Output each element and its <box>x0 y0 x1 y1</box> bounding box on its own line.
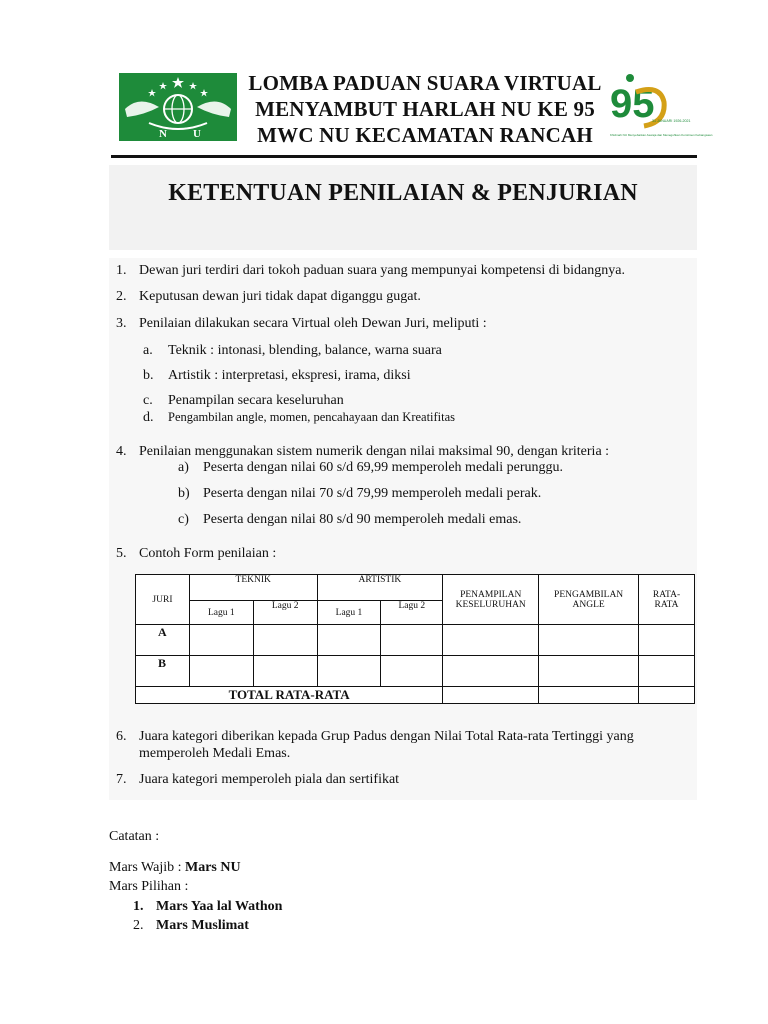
event-title-line-1: LOMBA PADUAN SUARA VIRTUAL <box>248 71 602 95</box>
table-cell <box>443 625 539 656</box>
table-row <box>136 687 695 704</box>
mars-pilihan-item: 1. Mars Yaa lal Wathon <box>133 899 283 914</box>
col-header-juri: JURI <box>136 575 190 625</box>
col-header-artistik: ARTISTIK <box>317 575 443 601</box>
table-row <box>136 625 695 656</box>
logo-95-text: 95 <box>610 82 655 126</box>
table-cell <box>253 656 317 687</box>
mars-wajib-value: Mars NU <box>185 860 241 875</box>
table-cell <box>539 625 639 656</box>
event-title-line-2: MENYAMBUT HARLAH NU KE 95 <box>255 97 595 121</box>
nu-globe-icon <box>119 73 237 141</box>
table-cell <box>189 656 253 687</box>
table-cell <box>253 625 317 656</box>
table-cell <box>381 656 443 687</box>
assessment-form-table <box>135 574 695 704</box>
table-cell <box>539 656 639 687</box>
logo-tagline: Khidmah NU Menyebarkan Aswaja dan Meneguhkan Komitmen Kebangsaan <box>610 133 713 137</box>
col-header-teknik-lagu2: Lagu 2 <box>253 601 317 625</box>
col-header-penampilan: PENAMPILAN KESELURUHAN <box>443 575 539 625</box>
total-label: TOTAL RATA-RATA <box>136 687 443 704</box>
table-row <box>136 656 695 687</box>
table-cell <box>639 625 695 656</box>
table-cell <box>639 687 695 704</box>
col-header-teknik: TEKNIK <box>189 575 317 601</box>
table-cell <box>317 625 381 656</box>
mars-wajib: Mars Wajib : Mars NU <box>109 860 241 875</box>
col-header-teknik-lagu1: Lagu 1 <box>189 601 253 625</box>
table-cell <box>443 687 539 704</box>
mars-pilihan-label: Mars Pilihan : <box>109 879 189 894</box>
table-cell <box>381 625 443 656</box>
col-header-artistik-lagu1: Lagu 1 <box>317 601 381 625</box>
nu-logo <box>119 73 237 141</box>
table-cell <box>189 625 253 656</box>
table-cell <box>317 656 381 687</box>
list-item-continuation: memperoleh Medali Emas. <box>139 746 291 761</box>
table-cell <box>443 656 539 687</box>
row-label-b: B <box>136 656 190 687</box>
header-divider <box>111 155 697 158</box>
rules-box <box>109 258 697 800</box>
table-cell <box>539 687 639 704</box>
event-title <box>245 70 605 148</box>
notes-label: Catatan : <box>109 829 160 844</box>
page-title: KETENTUAN PENILAIAN & PENJURIAN <box>168 180 638 206</box>
table-cell <box>639 656 695 687</box>
row-label-a: A <box>136 625 190 656</box>
logo-letter-u: U <box>193 128 201 140</box>
col-header-pengambilan: PENGAMBILAN ANGLE <box>539 575 639 625</box>
event-title-line-3: MWC NU KECAMATAN RANCAH <box>257 123 593 147</box>
title-box <box>109 165 697 250</box>
col-header-artistik-lagu2: Lagu 2 <box>381 601 443 625</box>
mars-pilihan-item: 2. Mars Muslimat <box>133 918 249 933</box>
logo-date: 31 JANUARI 1926-2021 <box>652 119 691 123</box>
harlah-95-logo <box>608 70 713 148</box>
col-header-rata: RATA- RATA <box>639 575 695 625</box>
harlah-95-icon <box>608 70 713 148</box>
logo-letter-n: N <box>159 128 167 140</box>
